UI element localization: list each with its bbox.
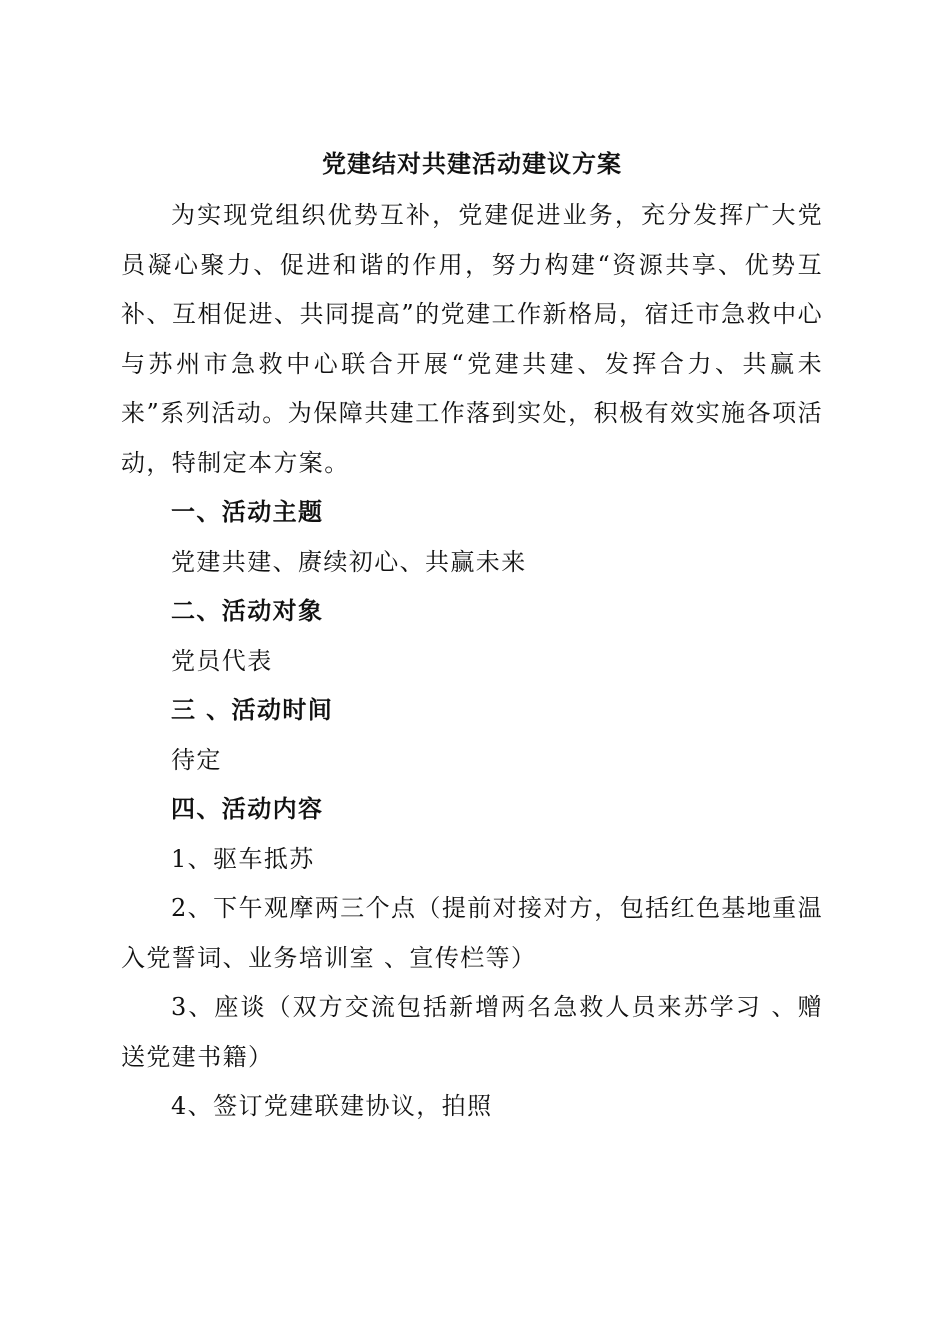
- section-heading-content: 四、活动内容: [171, 795, 324, 823]
- content-item-4: 4、签订党建联建协议，拍照: [171, 1092, 493, 1120]
- section-heading-time: 三 、活动时间: [171, 696, 334, 724]
- intro-paragraph: 为实现党组织优势互补，党建促进业务，充分发挥广大党员凝心聚力、促进和谐的作用，努力构建“资源共享、优势互补、互相促进、共同提高”的党建工作新格局，宿迁市急救中心与苏州市急救中心联合开展“党建共建、发挥合力、共赢未来”系列活动。为保障共建工作落到实处，积极有效实施各项活动，特制定本方案。: [121, 201, 823, 477]
- section-content-time: 待定: [171, 745, 222, 774]
- content-item-3: 3、座谈（双方交流包括新增两名急救人员来苏学习 、赠送党建书籍）: [121, 993, 823, 1071]
- document-title: 党建结对共建活动建议方案: [322, 150, 622, 178]
- section-heading-theme: 一、活动主题: [171, 498, 324, 526]
- section-heading-participants: 二、活动对象: [171, 597, 324, 625]
- section-content-theme: 党建共建、赓续初心、共赢未来: [171, 547, 527, 576]
- document-page: [121, 140, 823, 1132]
- content-item-2: 2、下午观摩两三个点（提前对接对方，包括红色基地重温入党誓词、业务培训室 、宣传栏等）: [121, 894, 823, 972]
- content-item-1: 1、驱车抵苏: [171, 844, 315, 873]
- section-content-participants: 党员代表: [171, 646, 273, 675]
